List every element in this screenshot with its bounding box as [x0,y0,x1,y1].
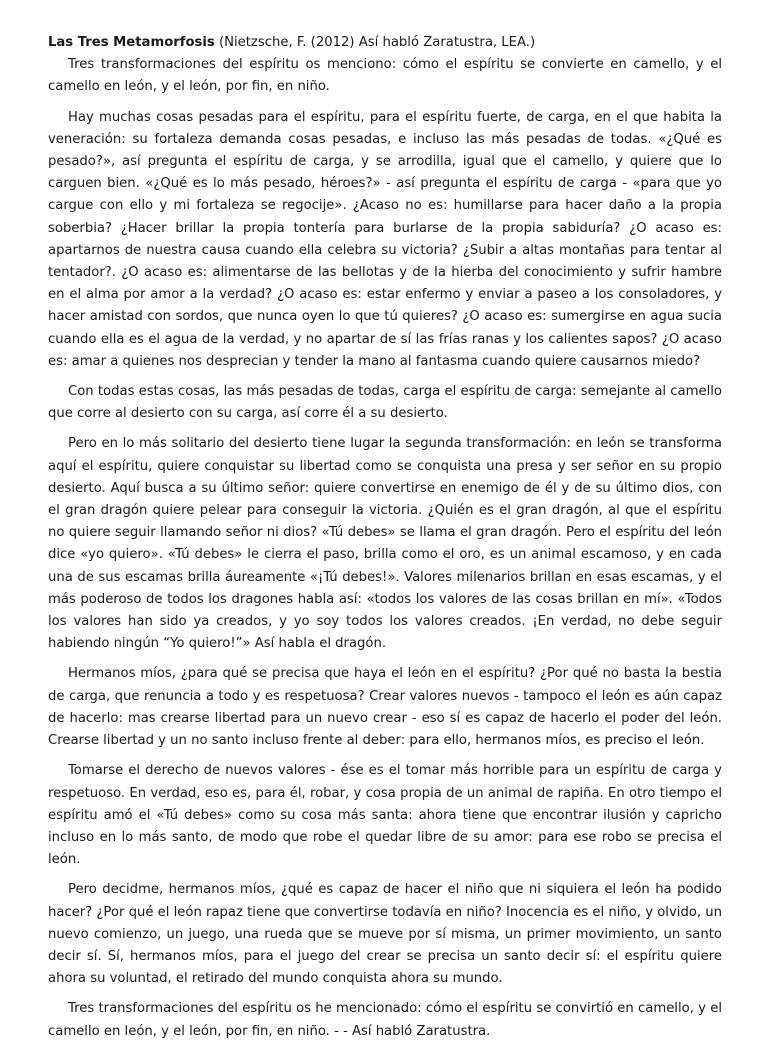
paragraph: Hay muchas cosas pesadas para el espíritu, para el espíritu fuerte, de carga, en el que habita la veneración: su fortaleza demanda cosas pesadas, e incluso las más pesadas de todas. «¿Qué es pesado?», así pregunta el espíritu de carga, y se arrodilla, igual que el camello, y quiere que lo carguen bien. «¿Qué es lo más pesado, héroes?» - así pregunta el espíritu de carga - «para que yo cargue con ello y mi fortaleza se regocije». ¿Acaso no es: humillarse para hacer daño a la propia soberbia? ¿Hacer brillar la propia tontería para burlarse de la propia sabiduría? ¿O acaso es: apartarnos de nuestra causa cuando ella celebra su victoria? ¿Subir a altas montañas para tentar al tentador?. ¿O acaso es: alimentarse de las bellotas y de la hierba del conocimiento y sufrir hambre en el alma por amor a la verdad? ¿O acaso es: estar enfermo y enviar a paseo a los consoladores, y hacer amistad con sordos, que nunca oyen lo que tú quieres? ¿O acaso es: sumergirse en agua sucia cuando ella es el agua de la verdad, y no apartar de sí las frías ranas y los calientes sapos? ¿O acaso es: amar a quienes nos desprecian y tender la mano al fantasma cuando quiere causarnos miedo? [48,109,722,369]
paragraph: Pero en lo más solitario del desierto tiene lugar la segunda transformación: en león se transforma aquí el espíritu, quiere conquistar su libertad como se conquista una presa y ser señor en su propio desierto. Aquí busca a su último señor: quiere convertirse en enemigo de él y de su último dios, con el gran dragón quiere pelear para conseguir la victoria. ¿Quién es el gran dragón, al que el espíritu no quiere seguir llamando señor ni dios? «Tú debes» se llama el gran dragón. Pero el espíritu del león dice «yo quiero». «Tú debes» le cierra el paso, brilla como el oro, es un animal escamoso, y en cada una de sus escamas brilla áureamente «¡Tú debes!». Valores milenarios brillan en esas escamas, y el más poderoso de todos los dragones habla así: «todos los valores de las cosas brillan en mí». «Todos los valores han sido ya creados, y yo soy todos los valores creados. ¡En verdad, no debe seguir habiendo ningún “Yo quiero!”» Así habla el dragón. [48,436,722,652]
paragraph: Hermanos míos, ¿para qué se precisa que haya el león en el espíritu? ¿Por qué no basta la bestia de carga, que renuncia a todo y es respetuosa? Crear valores nuevos - tampoco el león es aún capaz de hacerlo: mas crearse libertad para un nuevo crear - eso sí es capaz de hacerlo el poder del león. Crearse libertad y un no santo incluso frente al deber: para ello, hermanos míos, es preciso el león. [48,666,722,749]
document-title: Las Tres Metamorfosis [48,35,215,50]
document-citation: (Nietzsche, F. (2012) Así habló Zaratustra, LEA.) [214,35,536,50]
document-heading [48,32,722,54]
paragraph: Con todas estas cosas, las más pesadas de todas, carga el espíritu de carga: semejante al camello que corre al desierto con su carga, así corre él a su desierto. [48,384,722,422]
paragraph: Tres transformaciones del espíritu os he mencionado: cómo el espíritu se convirtió en camello, y el camello en león, y el león, por fin, en niño. - - Así habló Zaratustra. [48,1001,722,1039]
paragraph: Tres transformaciones del espíritu os menciono: cómo el espíritu se convierte en camello, y el camello en león, y el león, por fin, en niño. [48,57,722,95]
paragraph: Pero decidme, hermanos míos, ¿qué es capaz de hacer el niño que ni siquiera el león ha podido hacer? ¿Por qué el león rapaz tiene que convertirse todavía en niño? Inocencia es el niño, y olvido, un nuevo comienzo, un juego, una rueda que se mueve por sí misma, un primer movimiento, un santo decir sí. Sí, hermanos míos, para el juego del crear se precisa un santo decir sí: el espíritu quiere ahora su voluntad, el retirado del mundo conquista ahora su mundo. [48,882,722,987]
document-page [48,32,722,1051]
paragraph: Tomarse el derecho de nuevos valores - ése es el tomar más horrible para un espíritu de carga y respetuoso. En verdad, eso es, para él, robar, y cosa propia de un animal de rapiña. En otro tiempo el espíritu amó el «Tú debes» como su cosa más santa: ahora tiene que encontrar ilusión y capricho incluso en lo más santo, de modo que robe el quedar libre de su amor: para ese robo se precisa el león. [48,763,722,868]
